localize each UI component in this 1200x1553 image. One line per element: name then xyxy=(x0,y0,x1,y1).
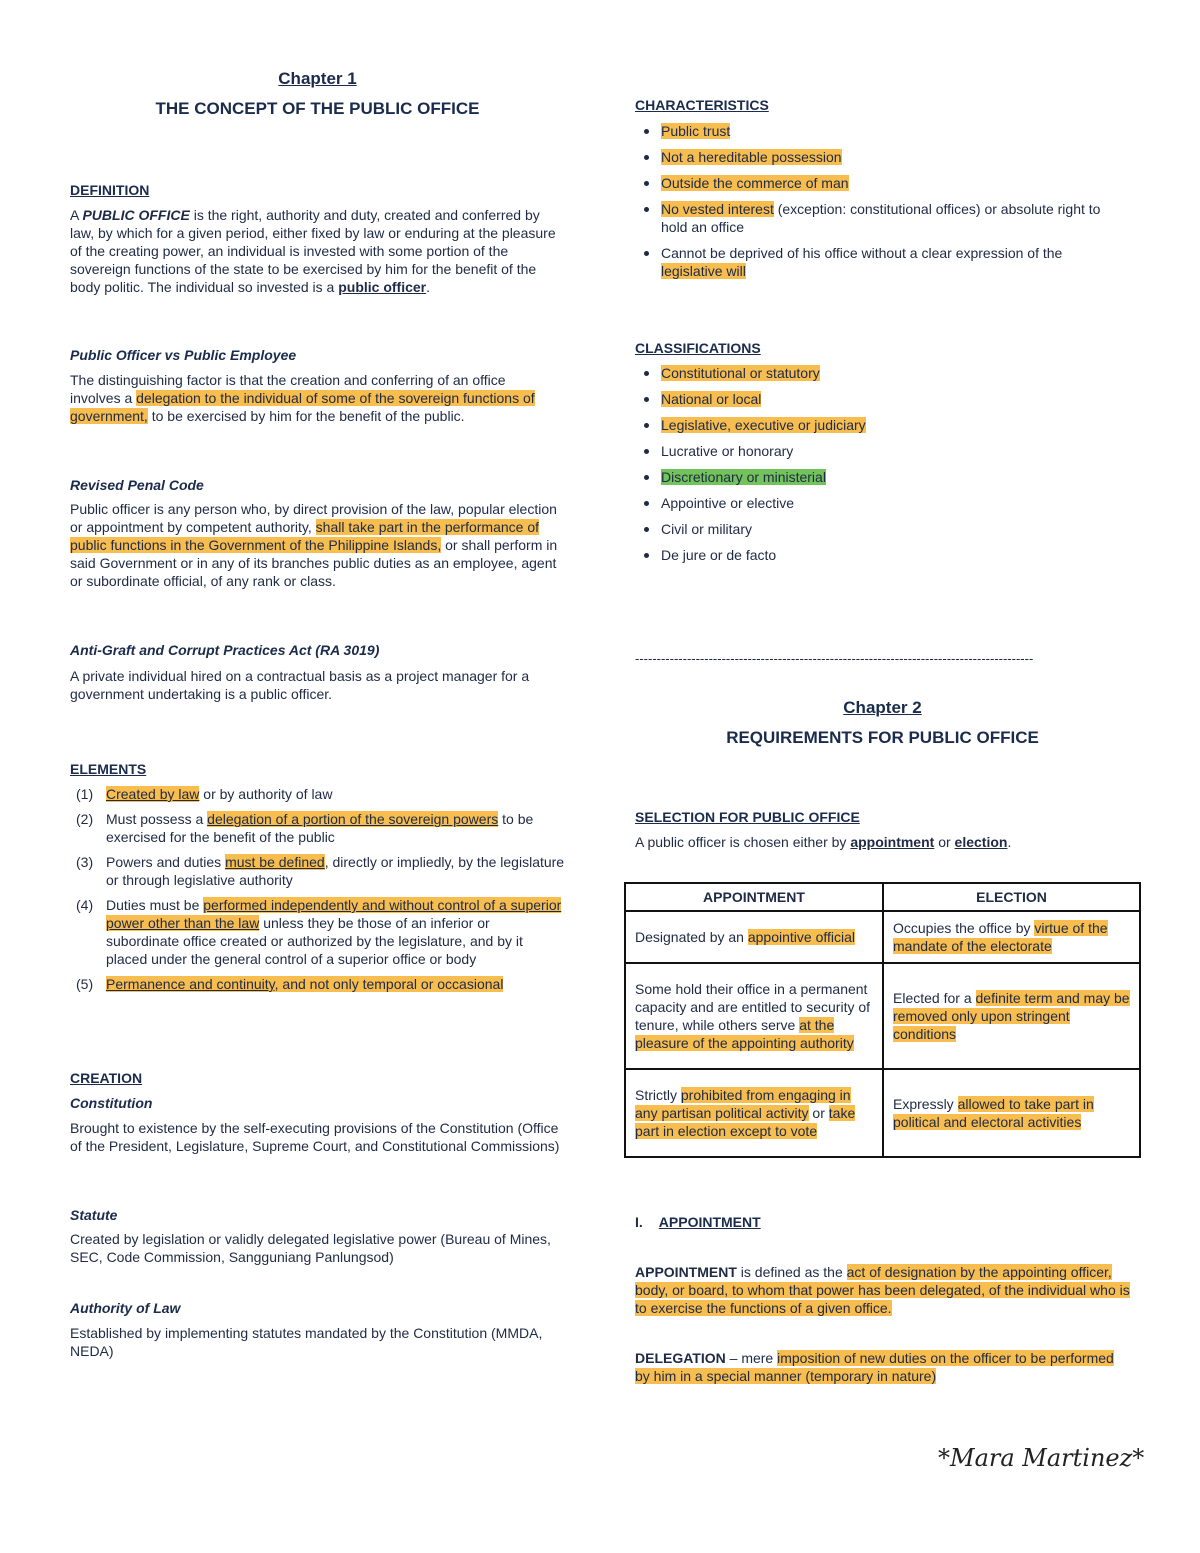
chapter2-title: Chapter 2 xyxy=(843,698,922,717)
authority-of-law-heading: Authority of Law xyxy=(70,1300,181,1316)
table-cell: Occupies the office by virtue of the mandate of the electorate xyxy=(883,911,1140,963)
delegation-definition: DELEGATION – mere imposition of new duties on the officer to be performed by him in a special manner (temporary in nature) xyxy=(635,1350,1114,1384)
classification-item: De jure or de facto xyxy=(635,546,1125,564)
chapter1-title: Chapter 1 xyxy=(278,69,357,88)
elements-list xyxy=(70,785,565,993)
classification-item: Lucrative or honorary xyxy=(635,442,1125,460)
antigraft-text: A private individual hired on a contractual basis as a project manager for a government undertaking is a public officer. xyxy=(70,668,530,702)
appointment-definition: APPOINTMENT is defined as the act of designation by the appointing officer, body, or board, to whom that power has been delegated, of the individual who is to exercise the functions of a given office. xyxy=(635,1264,1130,1316)
element-item: (2) Must possess a delegation of a portion of the sovereign powers to be exercised for the benefit of the public xyxy=(76,811,534,845)
definition-heading: DEFINITION xyxy=(70,182,150,198)
characteristic-item: Public trust xyxy=(635,122,1125,140)
characteristic-item: Not a hereditable possession xyxy=(635,148,1125,166)
table-row xyxy=(625,963,1140,1069)
characteristics-heading: CHARACTERISTICS xyxy=(635,97,769,113)
characteristic-item: Outside the commerce of man xyxy=(635,174,1125,192)
chapter1-subtitle: THE CONCEPT OF THE PUBLIC OFFICE xyxy=(155,99,480,118)
authority-of-law-text: Established by implementing statutes mandated by the Constitution (MMDA, NEDA) xyxy=(70,1325,543,1359)
element-item: (5) Permanence and continuity, and not only temporal or occasional xyxy=(76,976,504,992)
statute-text: Created by legislation or validly delegated legislative power (Bureau of Mines, SEC, Code Commission, Sangguniang Panlungsod) xyxy=(70,1231,551,1265)
table-cell: Expressly allowed to take part in political and electoral activities xyxy=(883,1069,1140,1157)
characteristics-list xyxy=(635,122,1125,280)
elements-heading: ELEMENTS xyxy=(70,761,147,777)
classification-item: Discretionary or ministerial xyxy=(635,468,1125,486)
chapter2-subtitle: REQUIREMENTS FOR PUBLIC OFFICE xyxy=(726,728,1039,747)
table-cell: Some hold their office in a permanent capacity and are entitled to security of tenure, while others serve at the pleasure of the appointing authority xyxy=(625,963,883,1069)
section-divider: -------------------------------------------------------------------------------------------- xyxy=(635,651,1034,666)
element-item: (1) Created by law or by authority of law xyxy=(76,786,333,802)
appointment-election-table xyxy=(624,882,1141,1158)
officer-vs-employee-heading: Public Officer vs Public Employee xyxy=(70,347,297,363)
definition-text: A PUBLIC OFFICE is the right, authority and duty, created and conferred by law, by which for a given period, either fixed by law or enduring at the pleasure of the creating power, an individual is invested with some portion of the sovereign functions of the state to be exercised by him for the benefit of the body politic. The individual so invested is a public officer. xyxy=(70,207,556,295)
statute-heading: Statute xyxy=(70,1207,118,1223)
rpc-text: Public officer is any person who, by direct provision of the law, popular election or appointment by competent authority, shall take part in the performance of public functions in the Government of the Philippine Islands, or shall perform in said Government or in any of its branches public duties as an employee, agent or subordinate official, of any rank or class. xyxy=(70,501,558,589)
classification-item: Appointive or elective xyxy=(635,494,1125,512)
classification-item: Legislative, executive or judiciary xyxy=(635,416,1125,434)
author-signature: *Mara Martinez* xyxy=(938,1444,1145,1472)
creation-heading: CREATION xyxy=(70,1070,143,1086)
table-cell: Strictly prohibited from engaging in any partisan political activity or take part in election except to vote xyxy=(625,1069,883,1157)
classification-item: Constitutional or statutory xyxy=(635,364,1125,382)
table-cell: Designated by an appointive official xyxy=(625,911,883,963)
classification-item: National or local xyxy=(635,390,1125,408)
table-header-row xyxy=(625,883,1140,911)
element-item: (3) Powers and duties must be defined, directly or impliedly, by the legislature or through legislative authority xyxy=(76,854,565,888)
constitution-heading: Constitution xyxy=(70,1095,153,1111)
table-header: ELECTION xyxy=(883,883,1140,911)
antigraft-heading: Anti-Graft and Corrupt Practices Act (RA 3019) xyxy=(70,642,380,658)
constitution-text: Brought to existence by the self-executing provisions of the Constitution (Office of the President, Legislature, Supreme Court, and Constitutional Commissions) xyxy=(70,1120,560,1154)
table-row xyxy=(625,1069,1140,1157)
rpc-heading: Revised Penal Code xyxy=(70,477,204,493)
classifications-list xyxy=(635,364,1125,564)
selection-text: A public officer is chosen either by appointment or election. xyxy=(635,834,1012,850)
element-item: (4) Duties must be performed independently and without control of a superior power other than the law unless they be those of an inferior or subordinate office created or authorized by the legislature, and by it placed under the general control of a superior office or body xyxy=(76,897,562,967)
table-row xyxy=(625,911,1140,963)
appointment-heading: I. APPOINTMENT xyxy=(635,1214,761,1230)
classifications-heading: CLASSIFICATIONS xyxy=(635,340,761,356)
table-header: APPOINTMENT xyxy=(625,883,883,911)
characteristic-item: Cannot be deprived of his office without a clear expression of the legislative will xyxy=(635,244,1125,280)
characteristic-item: No vested interest (exception: constitutional offices) or absolute right to hold an office xyxy=(635,200,1125,236)
officer-vs-employee-text: The distinguishing factor is that the creation and conferring of an office involves a delegation to the individual of some of the sovereign functions of government, to be exercised by him for the benefit of the public. xyxy=(70,372,535,424)
table-cell: Elected for a definite term and may be removed only upon stringent conditions xyxy=(883,963,1140,1069)
selection-heading: SELECTION FOR PUBLIC OFFICE xyxy=(635,809,860,825)
classification-item: Civil or military xyxy=(635,520,1125,538)
